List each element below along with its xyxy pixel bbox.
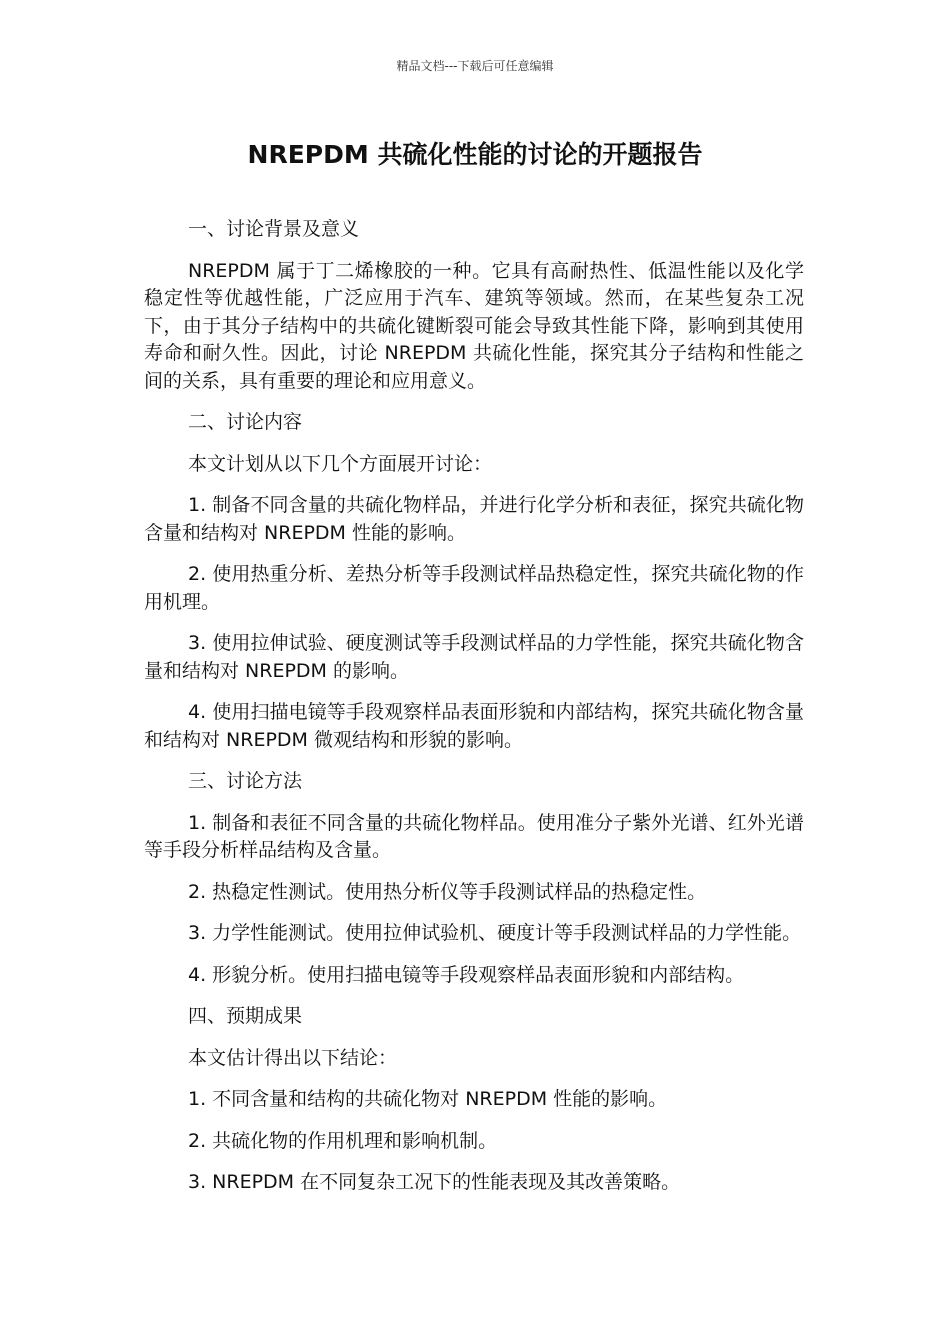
outcome-item-2: 2. 共硫化物的作用机理和影响机制。 bbox=[188, 1129, 498, 1152]
content-item-1: 1. 制备不同含量的共硫化物样品，并进行化学分析和表征，探究共硫化物含量和结构对 NREPDM 性能的影响。 bbox=[144, 494, 804, 544]
section-heading-content: 二、讨论内容 bbox=[188, 411, 303, 433]
content-item-2: 2. 使用热重分析、差热分析等手段测试样品热稳定性，探究共硫化物的作用机理。 bbox=[144, 563, 804, 613]
section-heading-background: 一、讨论背景及意义 bbox=[188, 218, 360, 240]
method-item-3: 3. 力学性能测试。使用拉伸试验机、硬度计等手段测试样品的力学性能。 bbox=[188, 922, 802, 944]
outcome-item-3: 3. NREPDM 在不同复杂工况下的性能表现及其改善策略。 bbox=[188, 1171, 681, 1193]
method-item-4: 4. 形貌分析。使用扫描电镜等手段观察样品表面形貌和内部结构。 bbox=[188, 963, 745, 986]
content-item-3: 3. 使用拉伸试验、硬度测试等手段测试样品的力学性能，探究共硫化物含量和结构对 NREPDM 的影响。 bbox=[144, 632, 804, 682]
document-title: NREPDM 共硫化性能的讨论的开题报告 bbox=[247, 140, 703, 169]
method-item-2: 2. 热稳定性测试。使用热分析仪等手段测试样品的热稳定性。 bbox=[188, 880, 707, 903]
paragraph-outcomes-intro: 本文估计得出以下结论： bbox=[188, 1046, 398, 1069]
paragraph-content-intro: 本文计划从以下几个方面展开讨论： bbox=[188, 452, 493, 475]
method-item-1: 1. 制备和表征不同含量的共硫化物样品。使用准分子紫外光谱、红外光谱等手段分析样品结构及含量。 bbox=[144, 811, 804, 861]
outcome-item-1: 1. 不同含量和结构的共硫化物对 NREPDM 性能的影响。 bbox=[188, 1088, 668, 1110]
content-item-4: 4. 使用扫描电镜等手段观察样品表面形貌和内部结构，探究共硫化物含量和结构对 NREPDM 微观结构和形貌的影响。 bbox=[144, 701, 804, 751]
document-body bbox=[144, 216, 804, 1211]
page-header: 精品文档---下载后可任意编辑 bbox=[396, 59, 554, 73]
section-heading-methods: 三、讨论方法 bbox=[188, 770, 303, 792]
section-heading-outcomes: 四、预期成果 bbox=[188, 1005, 303, 1027]
paragraph-background: NREPDM 属于丁二烯橡胶的一种。它具有高耐热性、低温性能以及化学稳定性等优越性能，广泛应用于汽车、建筑等领域。然而，在某些复杂工况下，由于其分子结构中的共硫化键断裂可能会导致其性能下降，影响到其使用寿命和耐久性。因此，讨论 NREPDM 共硫化性能，探究其分子结构和性能之间的关系，具有重要的理论和应用意义。 bbox=[144, 259, 804, 392]
